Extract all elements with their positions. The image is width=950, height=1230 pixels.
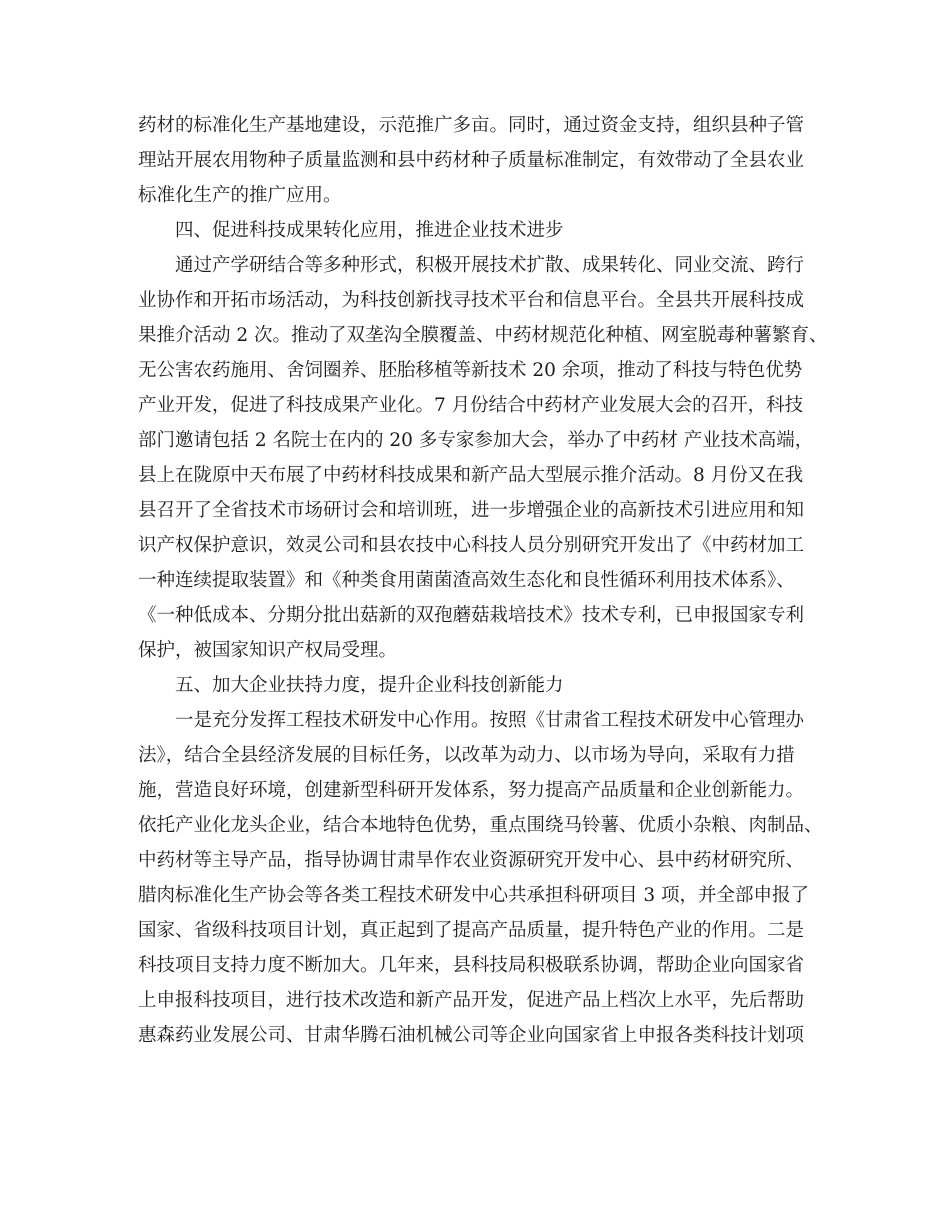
text-line: 中药材等主导产品，指导协调甘肃旱作农业资源研究开发中心、县中药材研究所、 [138,850,805,871]
text-line: 理站开展农用物种子质量监测和县中药材种子质量标准制定，有效带动了全县农业 [138,150,805,171]
document-body [138,108,828,1053]
text-line: 药材的标准化生产基地建设，示范推广多亩。同时，通过资金支持，组织县种子管 [138,115,805,136]
text-line: 国家、省级科技项目计划，真正起到了提高产品质量，提升特色产业的作用。二是 [138,920,805,941]
text-line: 施，营造良好环境，创建新型科研开发体系，努力提高产品质量和企业创新能力。 [138,780,805,801]
section-heading: 五、加大企业扶持力度，提升企业科技创新能力 [175,675,564,696]
text-line: 保护，被国家知识产权局受理。 [138,640,398,661]
text-line: 无公害农药施用、舍饲圈养、胚胎移植等新技术 20 余项，推动了科技与特色优势 [138,360,803,381]
text-line: 腊肉标准化生产协会等各类工程技术研发中心共承担科研项目 3 项，并全部申报了 [138,885,810,906]
text-line: 惠森药业发展公司、甘肃华腾石油机械公司等企业向国家省上申报各类科技计划项 [138,1025,805,1046]
text-line: 产业开发，促进了科技成果产业化。7 月份结合中药材产业发展大会的召开，科技 [138,395,804,416]
paragraph-first-line: 一是充分发挥工程技术研发中心作用。按照《甘肃省工程技术研发中心管理办 [175,710,805,731]
text-line: 果推介活动 2 次。推动了双垄沟全膜覆盖、中药材规范化种植、网室脱毒种薯繁育、 [138,325,828,346]
text-line: 《一种低成本、分期分批出菇新的双孢蘑菇栽培技术》技术专利，已申报国家专利 [138,605,805,626]
text-line: 标准化生产的推广应用。 [138,185,342,206]
text-line: 业协作和开拓市场活动，为科技创新找寻技术平台和信息平台。全县共开展科技成 [138,290,805,311]
text-line: 一种连续提取装置》和《种类食用菌菌渣高效生态化和良性循环利用技术体系》、 [138,570,795,591]
paragraph-first-line: 通过产学研结合等多种形式，积极开展技术扩散、成果转化、同业交流、跨行 [175,255,805,276]
text-line: 法》，结合全县经济发展的目标任务，以改革为动力、以市场为导向，采取有力措 [138,745,795,766]
text-line: 科技项目支持力度不断加大。几年来，县科技局积极联系协调，帮助企业向国家省 [138,955,805,976]
text-line: 依托产业化龙头企业，结合本地特色优势，重点围绕马铃薯、优质小杂粮、肉制品、 [138,815,823,836]
text-line: 县上在陇原中天布展了中药材科技成果和新产品大型展示推介活动。8 月份又在我 [138,465,804,486]
section-heading: 四、促进科技成果转化应用，推进企业技术进步 [175,220,564,241]
text-line: 识产权保护意识，效灵公司和县农技中心科技人员分别研究开发出了《中药材加工 [138,535,805,556]
text-line: 县召开了全省技术市场研讨会和培训班，进一步增强企业的高新技术引进应用和知 [138,500,805,521]
text-line: 上申报科技项目，进行技术改造和新产品开发，促进产品上档次上水平，先后帮助 [138,990,805,1011]
text-line: 部门邀请包括 2 名院士在内的 20 多专家参加大会，举办了中药材 产业技术高端， [138,430,814,451]
